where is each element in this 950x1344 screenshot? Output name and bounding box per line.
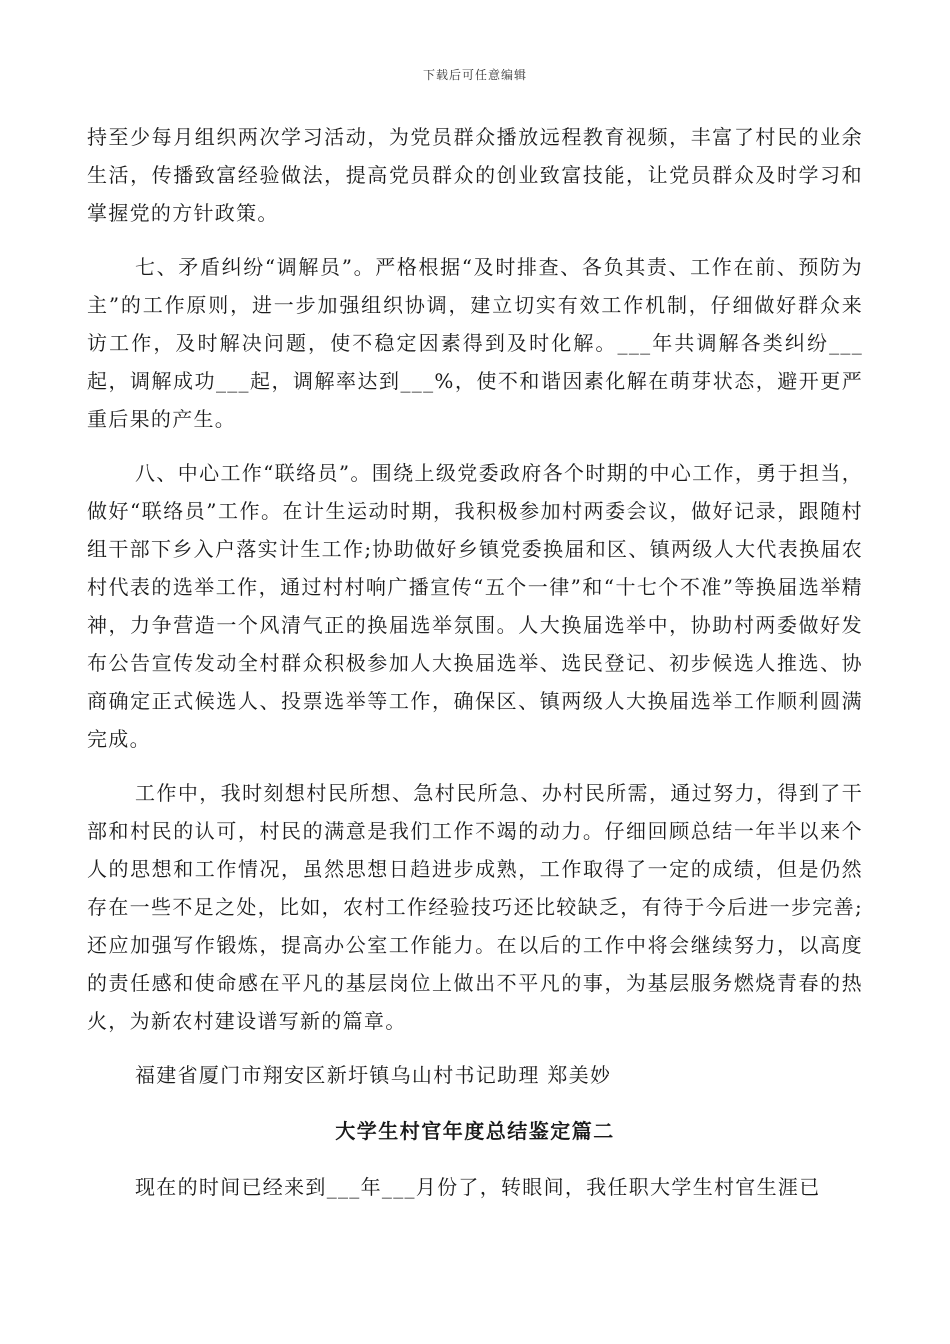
header-note: 下载后可任意编辑 <box>422 68 527 82</box>
paragraph-liaison: 八、中心工作“联络员”。围绕上级党委政府各个时期的中心工作，勇于担当，做好“联络员”工作。在计生运动时期，我积极参加村两委会议，做好记录，跟随村组干部下乡入户落实计生工作;协助做好乡镇党委换届和区、镇两级人大代表换届农村代表的选举工作，通过村村响广播宣传“五个一律”和“十七个不准”等换届选举精神，力争营造一个风清气正的换届选举氛围。人大换届选举中，协助村两委做好发布公告宣传发动全村群众积极参加人大换届选举、选民登记、初步候选人推选、协商确定正式候选人、投票选举等工作，确保区、镇两级人大换届选举工作顺利圆满完成。 <box>87 461 863 751</box>
paragraph-section-two-opening: 现在的时间已经来到___年___月份了，转眼间，我任职大学生村官生涯已 <box>135 1175 821 1199</box>
paragraph-summary: 工作中，我时刻想村民所想、急村民所急、办村民所需，通过努力，得到了干部和村民的认可，村民的满意是我们工作不竭的动力。仔细回顾总结一年半以来个人的思想和工作情况，虽然思想日趋进步成熟，工作取得了一定的成绩，但是仍然存在一些不足之处，比如，农村工作经验技巧还比较缺乏，有待于今后进一步完善;还应加强写作锻炼，提高办公室工作能力。在以后的工作中将会继续努力，以高度的责任感和使命感在平凡的基层岗位上做出不平凡的事，为基层服务燃烧青春的热火，为新农村建设谱写新的篇章。 <box>87 781 863 1033</box>
signature-line: 福建省厦门市翔安区新圩镇乌山村书记助理 郑美妙 <box>135 1063 612 1087</box>
document-body <box>87 118 863 1222</box>
paragraph-mediator: 七、矛盾纠纷“调解员”。严格根据“及时排查、各负其责、工作在前、预防为主”的工作原则，进一步加强组织协调，建立切实有效工作机制，仔细做好群众来访工作，及时解决问题，使不稳定因素得到及时化解。___年共调解各类纠纷___起，调解成功___起，调解率达到___%，使不和谐因素化解在萌芽状态，避开更严重后果的产生。 <box>87 255 863 431</box>
paragraph-continuation: 持至少每月组织两次学习活动，为党员群众播放远程教育视频，丰富了村民的业余生活，传播致富经验做法，提高党员群众的创业致富技能，让党员群众及时学习和掌握党的方针政策。 <box>87 125 863 225</box>
section-title: 大学生村官年度总结鉴定篇二 <box>335 1119 615 1143</box>
